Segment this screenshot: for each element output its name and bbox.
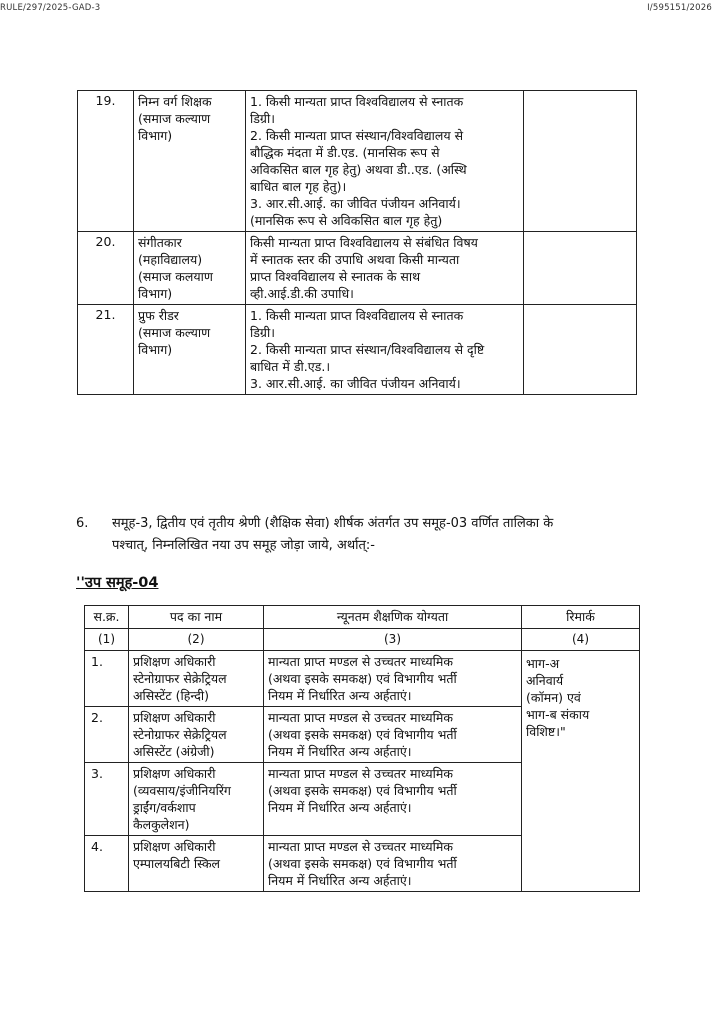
cell-line: संगीतकार (138, 235, 182, 250)
cell-line: व्ही.आई.डी.की उपाधि। (250, 286, 354, 301)
cell-line: असिस्टेंट (हिन्दी) (133, 688, 210, 703)
column-number-row (85, 629, 640, 651)
cell-line: (समाज कलयाण (138, 269, 213, 284)
cell-line: 1. किसी मान्यता प्राप्त विश्वविद्यालय से स्नातक (250, 308, 464, 323)
paragraph-line: समूह-3, द्वितीय एवं तृतीय श्रेणी (शैक्षिक सेवा) शीर्षक अंतर्गत उप समूह-03 वर्णित तालिका के (112, 516, 554, 531)
post-name (129, 763, 264, 836)
paragraph-line: पश्चात्, निम्नलिखित नया उप समूह जोड़ा जाये, अर्थात्:- (112, 538, 375, 553)
cell-line: (समाज कल्याण (138, 111, 211, 126)
column-header: पद का नाम (129, 606, 264, 629)
cell-line: 2. किसी मान्यता प्राप्त संस्थान/विश्वविद्यालय से (250, 128, 464, 143)
serial-number: 21. (78, 305, 134, 395)
cell-line: नियम में निर्धारित अन्य अर्हताएं। (268, 744, 412, 759)
cell-line: मान्यता प्राप्त मण्डल से उच्चतर माध्यमिक (268, 710, 453, 725)
document-reference-left: RULE/297/2025-GAD-3 (0, 3, 101, 13)
cell-line: भाग-ब संकाय (526, 707, 590, 722)
cell-line: डिग्री। (250, 325, 275, 340)
serial-number: 3. (85, 763, 129, 836)
serial-number: 19. (78, 91, 134, 232)
column-number: (2) (129, 629, 264, 651)
cell-line: बाधित में डी.एड.। (250, 359, 331, 374)
cell-line: में स्नातक स्तर की उपाधि अथवा किसी मान्यता (250, 252, 460, 267)
cell-line: प्रशिक्षण अधिकारी (133, 710, 216, 725)
sub-group-04-table (84, 605, 640, 892)
serial-number: 20. (78, 232, 134, 305)
cell-line: डिग्री। (250, 111, 275, 126)
qualification (246, 232, 524, 305)
qualification (246, 305, 524, 395)
cell-line: स्टेनोग्राफर सेक्रेट्रियल (133, 727, 227, 742)
post-name (129, 707, 264, 763)
column-number: (1) (85, 629, 129, 651)
cell-line: मान्यता प्राप्त मण्डल से उच्चतर माध्यमिक (268, 654, 453, 669)
cell-line: अविकसित बाल गृह हेतु) अथवा डी..एड. (अस्थि (250, 162, 467, 177)
cell-line: (अथवा इसके समकक्ष) एवं विभागीय भर्ती (268, 727, 457, 742)
cell-line: (समाज कल्याण (138, 325, 211, 340)
table-row (78, 91, 637, 232)
cell-line: कैलकुलेशन) (133, 817, 190, 832)
post-name (134, 91, 246, 232)
cell-line: एम्पालयबिटी स्किल (133, 856, 221, 871)
cell-line: नियम में निर्धारित अन्य अर्हताएं। (268, 800, 412, 815)
cell-line: प्रशिक्षण अधिकारी (133, 839, 216, 854)
cell-line: (अथवा इसके समकक्ष) एवं विभागीय भर्ती (268, 783, 457, 798)
amendment-paragraph (76, 513, 646, 557)
cell-line: (कॉमन) एवं (526, 690, 581, 705)
qualification-table-continued (77, 90, 637, 395)
cell-line: 2. किसी मान्यता प्राप्त संस्थान/विश्वविद्यालय से दृष्टि (250, 342, 485, 357)
serial-number: 2. (85, 707, 129, 763)
cell-line: 3. आर.सी.आई. का जीवित पंजीयन अनिवार्य। (250, 376, 461, 391)
cell-line: असिस्टेंट (अंग्रेजी) (133, 744, 215, 759)
cell-line: नियम में निर्धारित अन्य अर्हताएं। (268, 873, 412, 888)
table-header-row (85, 606, 640, 629)
cell-line: विभाग) (138, 128, 173, 143)
post-name (134, 232, 246, 305)
cell-line: (मानसिक रूप से अविकसित बाल गृह हेतु) (250, 213, 443, 228)
table-row (85, 651, 640, 707)
cell-line: (अथवा इसके समकक्ष) एवं विभागीय भर्ती (268, 856, 457, 871)
cell-line: बाधित बाल गृह हेतु)। (250, 179, 347, 194)
qualification (264, 651, 522, 707)
remark (524, 232, 637, 305)
cell-line: विभाग) (138, 286, 173, 301)
cell-line: ड्राईंग/वर्कशाप (133, 800, 196, 815)
cell-line: अनिवार्य (526, 673, 564, 688)
cell-line: बौद्धिक मंदता में डी.एड. (मानसिक रूप से (250, 145, 440, 160)
serial-number: 1. (85, 651, 129, 707)
qualification (264, 763, 522, 836)
remark (524, 305, 637, 395)
cell-line: विशिष्ट।" (526, 724, 566, 739)
column-header: न्यूनतम शैक्षणिक योग्यता (264, 606, 522, 629)
cell-line: प्रशिक्षण अधिकारी (133, 766, 216, 781)
paragraph-number: 6. (76, 516, 89, 531)
cell-line: किसी मान्यता प्राप्त विश्वविद्यालय से संबंधित विषय (250, 235, 478, 250)
remark (522, 651, 640, 892)
cell-line: प्रशिक्षण अधिकारी (133, 654, 216, 669)
cell-line: निम्न वर्ग शिक्षक (138, 94, 212, 109)
qualification (246, 91, 524, 232)
serial-number: 4. (85, 836, 129, 892)
sub-group-heading: ''उप समूह-04 (76, 575, 159, 591)
qualification (264, 707, 522, 763)
post-name (129, 651, 264, 707)
cell-line: 1. किसी मान्यता प्राप्त विश्वविद्यालय से स्नातक (250, 94, 464, 109)
cell-line: भाग-अ (526, 656, 560, 671)
cell-line: विभाग) (138, 342, 173, 357)
column-number: (4) (522, 629, 640, 651)
cell-line: (अथवा इसके समकक्ष) एवं विभागीय भर्ती (268, 671, 457, 686)
qualification (264, 836, 522, 892)
post-name (134, 305, 246, 395)
cell-line: स्टेनोग्राफर सेक्रेट्रियल (133, 671, 227, 686)
post-name (129, 836, 264, 892)
remark (524, 91, 637, 232)
cell-line: (व्यवसाय/इंजीनियरिंग (133, 783, 231, 798)
table-row (78, 232, 637, 305)
table-row (78, 305, 637, 395)
cell-line: 3. आर.सी.आई. का जीवित पंजीयन अनिवार्य। (250, 196, 461, 211)
cell-line: प्राप्त विश्वविद्यालय से स्नातक के साथ (250, 269, 421, 284)
cell-line: प्रुफ रीडर (138, 308, 179, 323)
cell-line: मान्यता प्राप्त मण्डल से उच्चतर माध्यमिक (268, 766, 453, 781)
column-number: (3) (264, 629, 522, 651)
column-header: स.क्र. (85, 606, 129, 629)
cell-line: (महाविद्यालय) (138, 252, 203, 267)
cell-line: नियम में निर्धारित अन्य अर्हताएं। (268, 688, 412, 703)
cell-line: मान्यता प्राप्त मण्डल से उच्चतर माध्यमिक (268, 839, 453, 854)
document-reference-right: I/595151/2026 (647, 3, 712, 13)
column-header: रिमार्क (522, 606, 640, 629)
